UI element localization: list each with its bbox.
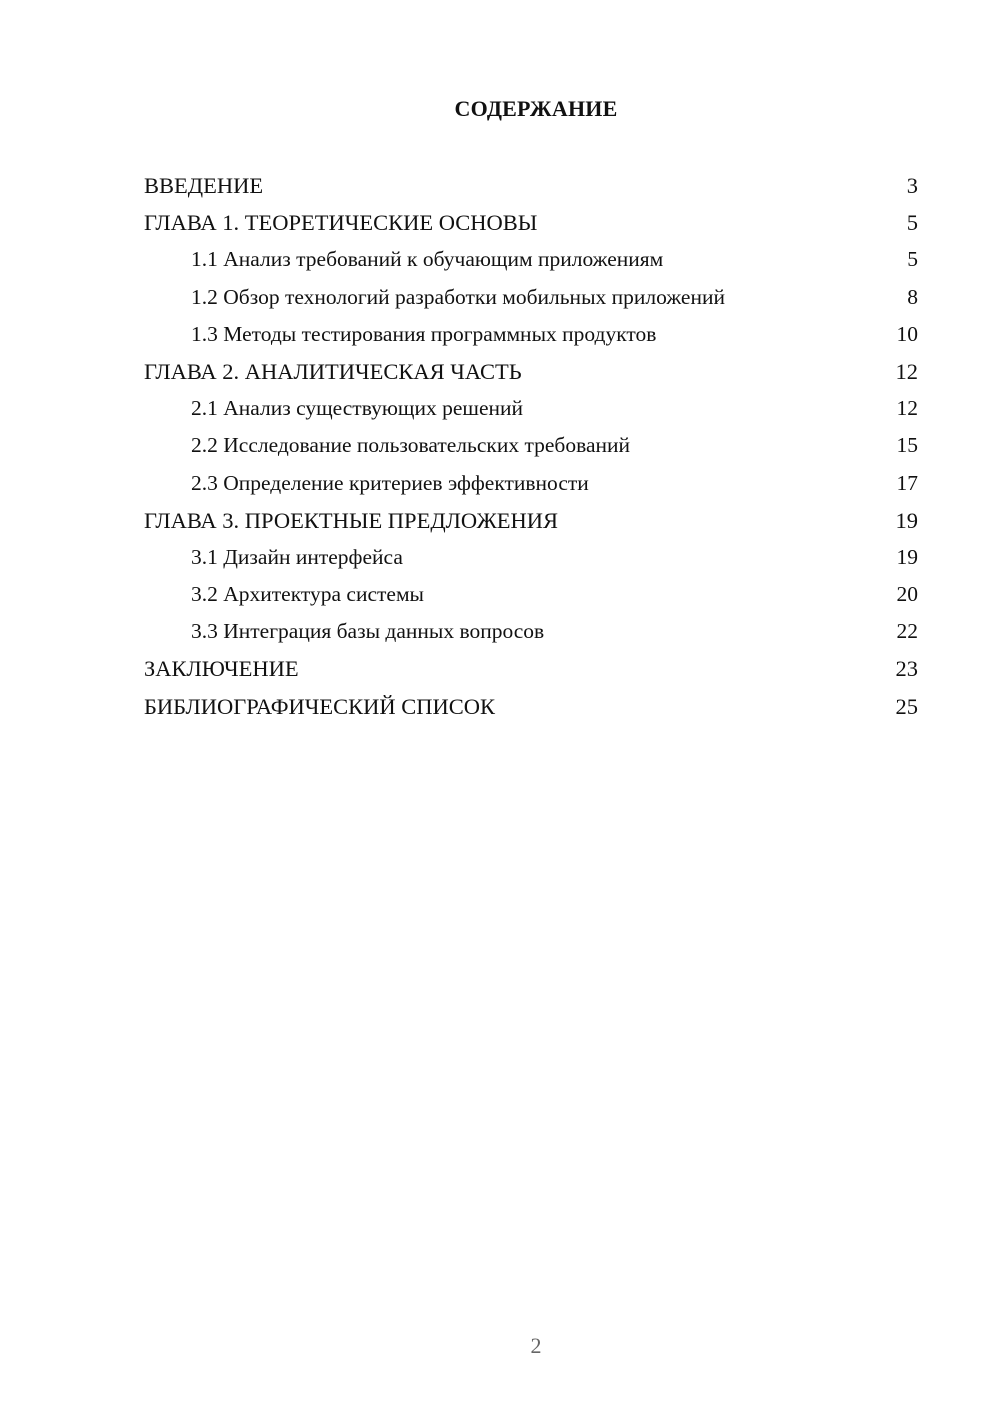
toc-entry-page: 25: [895, 693, 918, 719]
toc-entry-introduction[interactable]: [144, 167, 918, 204]
table-of-contents: [144, 167, 918, 725]
toc-entry-title: БИБЛИОГРАФИЧЕСКИЙ СПИСОК: [144, 693, 496, 719]
toc-entry-title: ГЛАВА 2. АНАЛИТИЧЕСКАЯ ЧАСТЬ: [144, 358, 522, 384]
toc-entry-title: 2.2 Исследование пользовательских требований: [191, 433, 631, 458]
toc-entry-section-2-1[interactable]: [144, 390, 918, 427]
toc-entry-chapter-1[interactable]: [144, 204, 918, 241]
toc-entry-page: 5: [906, 210, 918, 236]
toc-entry-title: 1.3 Методы тестирования программных продуктов: [191, 321, 657, 346]
toc-entry-title: 2.3 Определение критериев эффективности: [191, 470, 589, 495]
toc-entry-section-3-1[interactable]: [144, 539, 918, 576]
toc-entry-section-3-2[interactable]: [144, 576, 918, 613]
toc-entry-section-1-3[interactable]: [144, 316, 918, 353]
toc-entry-page: 15: [896, 433, 918, 458]
toc-entry-section-1-2[interactable]: [144, 279, 918, 316]
page-number: 2: [530, 1333, 542, 1358]
toc-entry-page: 12: [895, 358, 918, 384]
toc-entry-section-3-3[interactable]: [144, 613, 918, 650]
toc-entry-title: 3.2 Архитектура системы: [191, 582, 424, 607]
toc-entry-title: 1.1 Анализ требований к обучающим приложениям: [191, 247, 664, 272]
toc-entry-page: 5: [907, 247, 918, 272]
toc-entry-section-1-1[interactable]: [144, 241, 918, 278]
toc-entry-title: ЗАКЛЮЧЕНИЕ: [144, 656, 299, 682]
toc-entry-title: ГЛАВА 3. ПРОЕКТНЫЕ ПРЕДЛОЖЕНИЯ: [144, 507, 559, 533]
toc-entry-page: 3: [906, 173, 918, 198]
toc-entry-page: 10: [896, 321, 918, 346]
toc-entry-page: 22: [896, 619, 918, 644]
toc-entry-page: 12: [896, 396, 918, 421]
toc-entry-title: 3.1 Дизайн интерфейса: [191, 544, 403, 569]
toc-entry-chapter-2[interactable]: [144, 353, 918, 390]
toc-entry-title: ГЛАВА 1. ТЕОРЕТИЧЕСКИЕ ОСНОВЫ: [144, 210, 538, 236]
toc-entry-page: 19: [896, 544, 918, 569]
toc-entry-bibliography[interactable]: [144, 688, 918, 725]
toc-entry-title: 2.1 Анализ существующих решений: [191, 396, 524, 421]
page-title: СОДЕРЖАНИЕ: [454, 96, 618, 121]
toc-entry-title: 3.3 Интеграция базы данных вопросов: [191, 619, 545, 644]
toc-entry-title: ВВЕДЕНИЕ: [144, 173, 264, 198]
toc-entry-conclusion[interactable]: [144, 650, 918, 687]
toc-entry-section-2-2[interactable]: [144, 427, 918, 464]
toc-entry-page: 23: [895, 656, 918, 682]
toc-entry-page: 19: [895, 507, 918, 533]
toc-entry-page: 17: [896, 470, 918, 495]
toc-entry-chapter-3[interactable]: [144, 502, 918, 539]
toc-entry-title: 1.2 Обзор технологий разработки мобильных приложений: [191, 284, 725, 309]
toc-entry-page: 8: [907, 284, 918, 309]
toc-entry-page: 20: [896, 582, 918, 607]
toc-entry-section-2-3[interactable]: [144, 465, 918, 502]
